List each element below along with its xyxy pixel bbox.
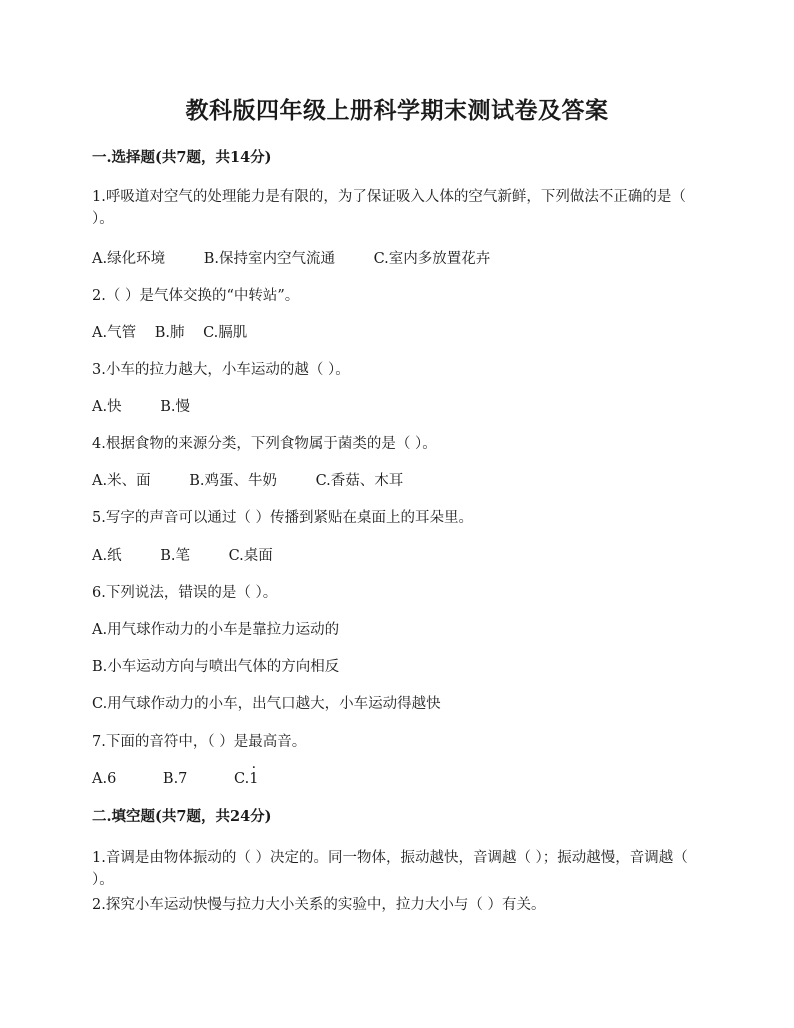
high-note-symbol: · 1 [249,768,258,790]
fill-question-2: 2.探究小车运动快慢与拉力大小关系的实验中，拉力大小与（ ）有关。 [92,897,546,913]
question-1-stem: 1.呼吸道对空气的处理能力是有限的，为了保证吸入人体的空气新鲜，下列做法不正确的是（ ）。 [92,189,686,227]
option-a: A.6 [92,771,117,787]
question-6-stem: 6.下列说法，错误的是（ ）。 [92,585,278,601]
question-4-options [92,470,712,492]
option-b: B.慢 [160,399,190,415]
question-6-option-a: A.用气球作动力的小车是靠拉力运动的 [92,622,340,638]
question-3-options [92,396,712,418]
question-2-options [92,322,712,344]
question-5-options [92,545,712,567]
option-c: C.香菇、木耳 [315,473,404,489]
question-6-option-c: C.用气球作动力的小车，出气口越大，小车运动得越快 [92,696,441,712]
section-heading-fill: 二.填空题(共7题，共24分) [92,808,272,825]
option-a: A.气管 [92,325,137,341]
question-5-stem: 5.写字的声音可以通过（ ）传播到紧贴在桌面上的耳朵里。 [92,510,473,526]
option-b: B.肺 [154,325,185,341]
option-a: A.快 [92,399,122,415]
option-a: A.绿化环境 [92,251,166,267]
option-c: C.室内多放置花卉 [373,251,491,267]
fill-question-1: 1.音调是由物体振动的（ ）决定的。同一物体，振动越快，音调越（ ）；振动越慢，音调越（ ）。 [92,850,688,888]
question-4-stem: 4.根据食物的来源分类，下列食物属于菌类的是（ ）。 [92,436,437,452]
question-2-stem: 2.（ ）是气体交换的“中转站”。 [92,288,300,304]
option-c: C.膈肌 [203,325,248,341]
option-b: B.7 [162,771,188,787]
page-title: 教科版四年级上册科学期末测试卷及答案 [185,97,609,124]
section-heading-choice: 一.选择题(共7题，共14分) [92,149,272,166]
option-b: B.笔 [160,548,190,564]
option-c [234,768,258,790]
option-b: B.鸡蛋、牛奶 [189,473,277,489]
question-7-stem: 7.下面的音符中，（ ）是最高音。 [92,734,307,750]
option-c: C.桌面 [228,548,273,564]
option-a: A.纸 [92,548,122,564]
question-7-options [92,768,712,790]
option-b: B.保持室内空气流通 [203,251,335,267]
option-a: A.米、面 [92,473,151,489]
question-1-options [92,248,712,270]
option-c-label: C. [234,771,250,787]
question-6-option-b: B.小车运动方向与喷出气体的方向相反 [92,659,340,675]
question-3-stem: 3.小车的拉力越大，小车运动的越（ ）。 [92,362,350,378]
